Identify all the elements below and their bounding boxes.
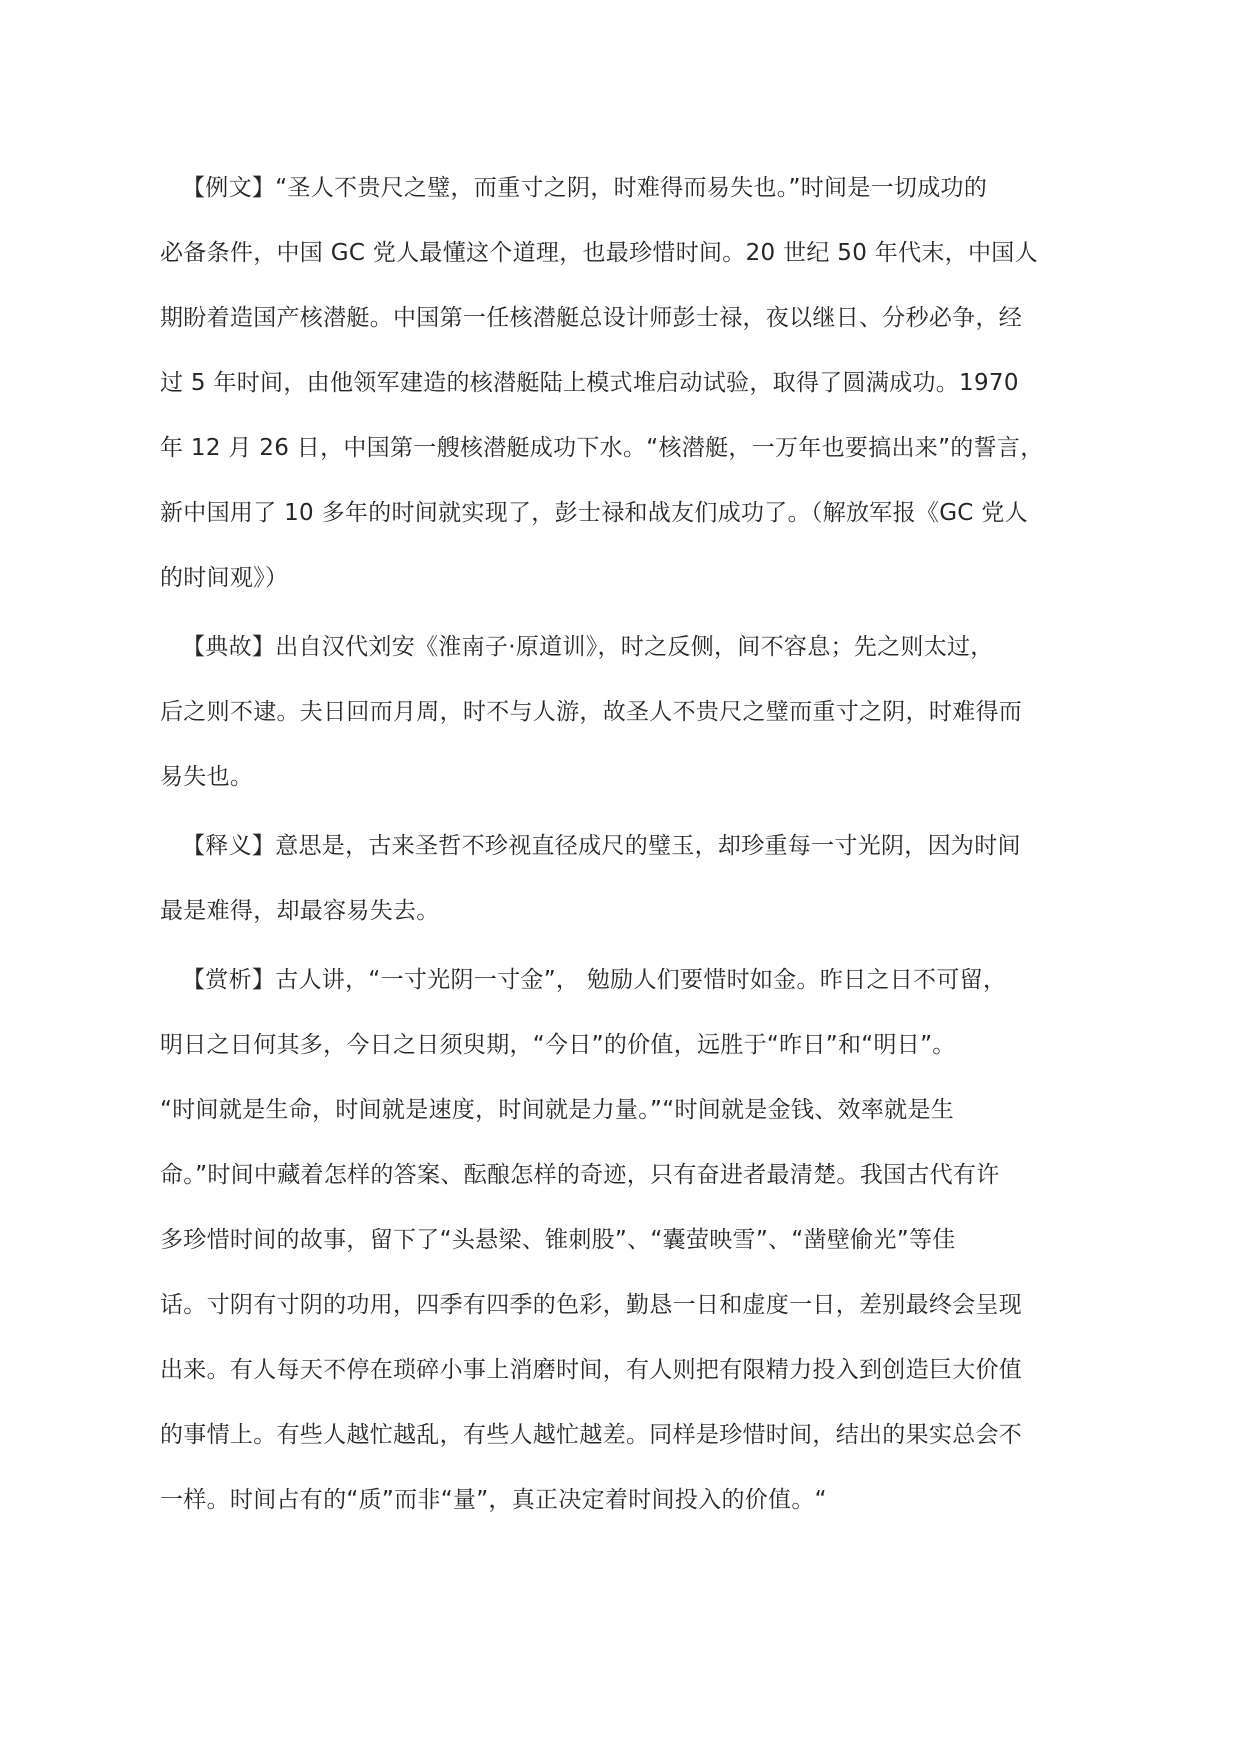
paragraph-appreciation-line: 的事情上。有些人越忙越乱，有些人越忙越差。同样是珍惜时间，结出的果实总会不: [160, 1422, 1023, 1448]
paragraph-allusion-line: 【典故】出自汉代刘安《淮南子·原道训》，时之反侧，间不容息；先之则太过，: [182, 634, 994, 660]
paragraph-meaning-line: 【释义】意思是，古来圣哲不珍视直径成尺的璧玉，却珍重每一寸光阴，因为时间: [182, 833, 1021, 859]
paragraph-appreciation-line: 【赏析】古人讲，“一寸光阴一寸金”， 勉励人们要惜时如金。昨日之日不可留，: [182, 967, 1007, 993]
paragraph-allusion-line: 后之则不逮。夫日回而月周，时不与人游，故圣人不贵尺之璧而重寸之阴，时难得而: [160, 699, 1023, 725]
paragraph-allusion-line: 易失也。: [160, 764, 254, 790]
paragraph-appreciation-line: 多珍惜时间的故事，留下了“头悬梁、锥刺股”、“囊萤映雪”、“凿壁偷光”等佳: [160, 1227, 956, 1253]
paragraph-example-line: 年 12 月 26 日，中国第一艘核潜艇成功下水。“核潜艇，一万年也要搞出来”的誓言，: [160, 435, 1044, 461]
paragraph-example-line: 过 5 年时间，由他领军建造的核潜艇陆上模式堆启动试验，取得了圆满成功。1970: [160, 370, 1019, 396]
paragraph-appreciation-line: 明日之日何其多，今日之日须臾期，“今日”的价值，远胜于“昨日”和“明日”。: [160, 1032, 956, 1058]
paragraph-example-line: 的时间观》）: [160, 565, 289, 591]
paragraph-appreciation-line: 一样。时间占有的“质”而非“量”，真正决定着时间投入的价值。“: [160, 1487, 827, 1513]
paragraph-example-line: 【例文】“圣人不贵尺之璧，而重寸之阴，时难得而易失也。”时间是一切成功的: [182, 175, 988, 201]
document-body: [160, 168, 1100, 1545]
paragraph-example-line: 必备条件，中国 GC 党人最懂这个道理，也最珍惜时间。20 世纪 50 年代末，中国人: [160, 240, 1038, 266]
paragraph-appreciation-line: 出来。有人每天不停在琐碎小事上消磨时间，有人则把有限精力投入到创造巨大价值: [160, 1357, 1023, 1383]
paragraph-appreciation-line: 话。寸阴有寸阴的功用，四季有四季的色彩，勤恳一日和虚度一日，差别最终会呈现: [160, 1292, 1023, 1318]
paragraph-meaning-line: 最是难得，却最容易失去。: [160, 898, 440, 924]
paragraph-example-line: 新中国用了 10 多年的时间就实现了，彭士禄和战友们成功了。（解放军报《GC 党人: [160, 500, 1028, 526]
paragraph-appreciation-line: 命。”时间中藏着怎样的答案、酝酿怎样的奇迹，只有奋进者最清楚。我国古代有许: [160, 1162, 1000, 1188]
paragraph-appreciation-line: “时间就是生命，时间就是速度，时间就是力量。”“时间就是金钱、效率就是生: [160, 1097, 955, 1123]
paragraph-example-line: 期盼着造国产核潜艇。中国第一任核潜艇总设计师彭士禄，夜以继日、分秒必争，经: [160, 305, 1023, 331]
